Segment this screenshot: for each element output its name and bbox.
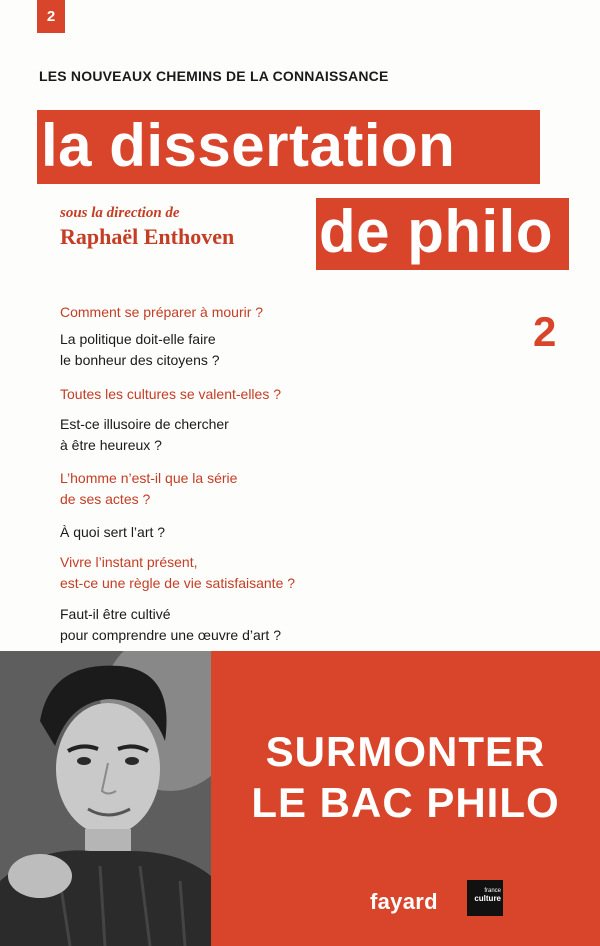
volume-badge: 2 [37,0,65,33]
slogan-line-1: SURMONTER [265,728,546,775]
topic-item: La politique doit-elle faire le bonheur des citoyens ? [60,331,220,368]
title-line-1: la dissertation [37,110,540,184]
slogan-line-2: LE BAC PHILO [251,779,560,826]
editor-name: Raphaël Enthoven [60,224,235,249]
logo-big-text: culture [474,894,501,903]
series-title: LES NOUVEAUX CHEMINS DE LA CONNAISSANCE [39,68,389,84]
author-portrait [0,651,211,946]
slogan-panel [211,651,600,946]
publisher-logo: fayard [370,889,438,914]
topic-item: À quoi sert l’art ? [60,524,166,540]
france-culture-logo [467,880,503,916]
topic-item: Vivre l’instant présent, est-ce une règle de vie satisfaisante ? [60,554,296,591]
volume-number: 2 [533,308,557,355]
topic-item: Comment se préparer à mourir ? [60,304,264,320]
topic-item: Est-ce illusoire de chercher à être heureux ? [60,416,229,453]
title-line-2: de philo [316,198,569,270]
portrait-illustration [0,651,211,946]
editor-label: sous la direction de [60,205,180,221]
logo-small-text: france [484,888,501,894]
topic-item: Toutes les cultures se valent-elles ? [60,386,281,402]
topic-item: L’homme n’est-il que la série de ses actes ? [60,470,238,507]
topic-item: Faut-il être cultivé pour comprendre une œuvre d’art ? [60,606,281,643]
